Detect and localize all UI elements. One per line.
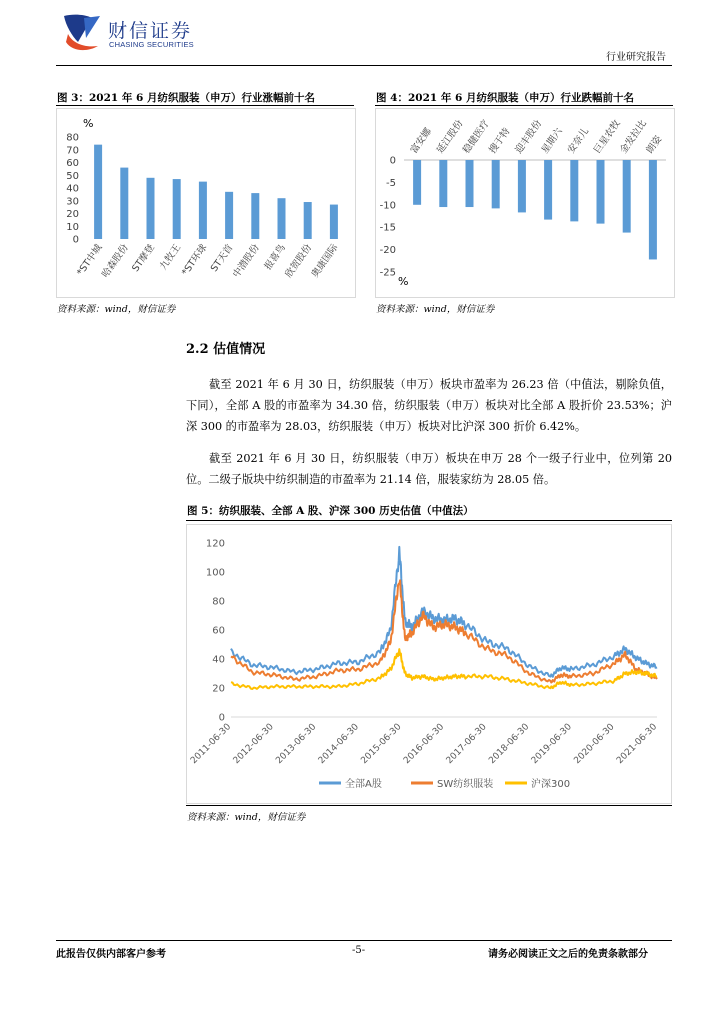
x-tick-label: 延江股份	[434, 118, 466, 156]
x-tick-label: 2017-06-30	[444, 722, 489, 767]
fig3-source: 资料来源：wind，财信证券	[57, 304, 176, 315]
bar	[492, 160, 500, 208]
x-tick-label: 中潜股份	[230, 242, 262, 280]
bar	[304, 202, 312, 239]
x-tick-label: 2021-06-30	[615, 722, 660, 767]
bar	[649, 160, 657, 259]
report-type: 行业研究报告	[606, 52, 666, 63]
series-line	[231, 547, 657, 677]
x-tick-label: *ST环球	[179, 242, 210, 278]
bar	[623, 160, 631, 233]
x-tick-label: 朗姿	[644, 133, 665, 156]
x-tick-label: 搜于特	[487, 126, 513, 156]
section-title: 2.2 估值情况	[186, 342, 266, 357]
y-tick-label: -25	[379, 267, 396, 279]
company-logo-icon	[58, 12, 104, 52]
bar	[518, 160, 526, 212]
y-unit-label: %	[398, 275, 409, 288]
bar	[278, 198, 286, 239]
x-tick-label: 欣贺股份	[283, 242, 315, 280]
y-tick-label: -5	[386, 177, 396, 189]
y-tick-label: 0	[218, 712, 225, 724]
page-number: -5-	[352, 945, 366, 956]
y-tick-label: 60	[212, 625, 225, 637]
y-tick-label: 20	[212, 683, 225, 695]
x-tick-label: 迎丰股份	[513, 118, 545, 156]
bar	[120, 168, 128, 239]
x-tick-label: 富安娜	[408, 126, 434, 156]
legend-label: 沪深300	[531, 779, 571, 790]
y-tick-label: 30	[66, 196, 79, 208]
paragraph-1: 截至 2021 年 6 月 30 日，纺织服装（申万）板块市盈率为 26.23 倍（中值法，剔除负值，下同），全部 A 股的市盈率为 34.30 倍，纺织服装（申万）板块对比全部 A 股折价 23.53%；沪深 300 的市盈率为 28.03，纺织服装（申万）板块对比沪深 300 折价 6.42%。	[186, 378, 672, 433]
y-tick-label: 20	[66, 209, 79, 220]
bar	[94, 145, 102, 239]
x-tick-label: 2011-06-30	[189, 722, 234, 767]
bar	[544, 160, 552, 220]
y-tick-label: -10	[379, 200, 396, 212]
bar	[570, 160, 578, 221]
x-tick-label: 2018-06-30	[487, 722, 532, 767]
x-tick-label: 2012-06-30	[231, 722, 276, 767]
y-tick-label: -20	[379, 245, 396, 257]
fig5-source: 资料来源：wind，财信证券	[187, 812, 306, 823]
x-tick-label: ST天首	[208, 242, 236, 274]
x-tick-label: 安奈儿	[565, 126, 592, 156]
x-tick-label: 2020-06-30	[572, 722, 617, 767]
fig4-title-rule	[375, 105, 673, 106]
series-line	[231, 580, 657, 682]
y-tick-label: 70	[66, 145, 79, 157]
bar	[173, 179, 181, 239]
y-tick-label: 40	[212, 654, 225, 666]
bar	[597, 160, 605, 224]
fig5-chart	[186, 524, 672, 804]
fig4-chart	[375, 108, 675, 298]
footer-terms: 请务必阅读正文之后的免责条款部分	[488, 949, 648, 960]
x-tick-label: 哈森股份	[99, 242, 131, 280]
x-tick-label: 2014-06-30	[316, 722, 361, 767]
y-tick-label: 0	[72, 234, 79, 246]
header-rule	[56, 65, 672, 66]
x-tick-label: 稳健医疗	[460, 118, 492, 156]
paragraph-2: 截至 2021 年 6 月 30 日，纺织服装（申万）板块在申万 28 个一级子行业中，位列第 20 位。二级子版块中纺织制造的市盈率为 21.14 倍，服装家纺为 28.05 倍。	[186, 452, 672, 486]
x-tick-label: 巨星农牧	[591, 118, 623, 156]
x-tick-label: 报喜鸟	[262, 242, 288, 273]
bar	[439, 160, 447, 207]
fig4-bar-chart	[376, 109, 674, 297]
footer-rule	[56, 940, 672, 941]
y-tick-label: 10	[66, 221, 79, 233]
y-tick-label: -15	[379, 222, 396, 234]
y-tick-label: 120	[205, 538, 225, 550]
header	[0, 0, 724, 70]
fig4-title: 图 4：2021 年 6 月纺织服装（申万）行业跌幅前十名	[376, 92, 634, 104]
footer-disclaimer: 此报告仅供内部客户参考	[56, 949, 166, 960]
y-tick-label: 40	[66, 183, 79, 195]
legend-label: 全部A股	[345, 779, 382, 790]
fig3-title: 图 3：2021 年 6 月纺织服装（申万）行业涨幅前十名	[57, 92, 315, 104]
fig5-source-rule	[186, 805, 672, 806]
bar	[225, 192, 233, 239]
logo-chinese-name: 财信证券	[108, 20, 193, 42]
y-unit-label: %	[83, 117, 94, 130]
x-tick-label: 2016-06-30	[402, 722, 447, 767]
y-tick-label: 80	[66, 132, 79, 144]
x-tick-label: *ST中城	[75, 242, 105, 278]
legend-label: SW纺织服装	[437, 779, 494, 790]
series-line	[231, 649, 657, 689]
bar	[466, 160, 474, 207]
fig5-title-rule	[186, 520, 672, 521]
bar	[147, 178, 155, 239]
bar	[413, 160, 421, 205]
x-tick-label: 星期六	[539, 126, 565, 156]
y-tick-label: 100	[205, 567, 225, 579]
fig4-source: 资料来源：wind，财信证券	[376, 304, 495, 315]
bar	[199, 182, 207, 239]
x-tick-label: 金发拉比	[618, 118, 649, 156]
bar	[251, 193, 259, 239]
fig3-bar-chart	[57, 109, 355, 297]
fig3-title-rule	[56, 105, 354, 106]
fig5-line-chart	[187, 525, 671, 803]
x-tick-label: 奥康国际	[309, 242, 341, 280]
x-tick-label: 九牧王	[157, 242, 184, 273]
y-tick-label: 60	[66, 158, 79, 169]
logo-english-name: CHASING SECURITIES	[109, 40, 194, 49]
y-tick-label: 80	[212, 596, 225, 608]
y-tick-label: 50	[66, 170, 79, 182]
y-tick-label: 0	[389, 155, 396, 167]
bar	[330, 205, 338, 239]
x-tick-label: 2013-06-30	[274, 722, 319, 767]
x-tick-label: ST摩登	[130, 242, 157, 274]
fig3-chart	[56, 108, 356, 298]
x-tick-label: 2019-06-30	[529, 722, 574, 767]
x-tick-label: 2015-06-30	[359, 722, 404, 767]
fig5-title: 图 5：纺织服装、全部 A 股、沪深 300 历史估值（中值法）	[187, 505, 474, 517]
